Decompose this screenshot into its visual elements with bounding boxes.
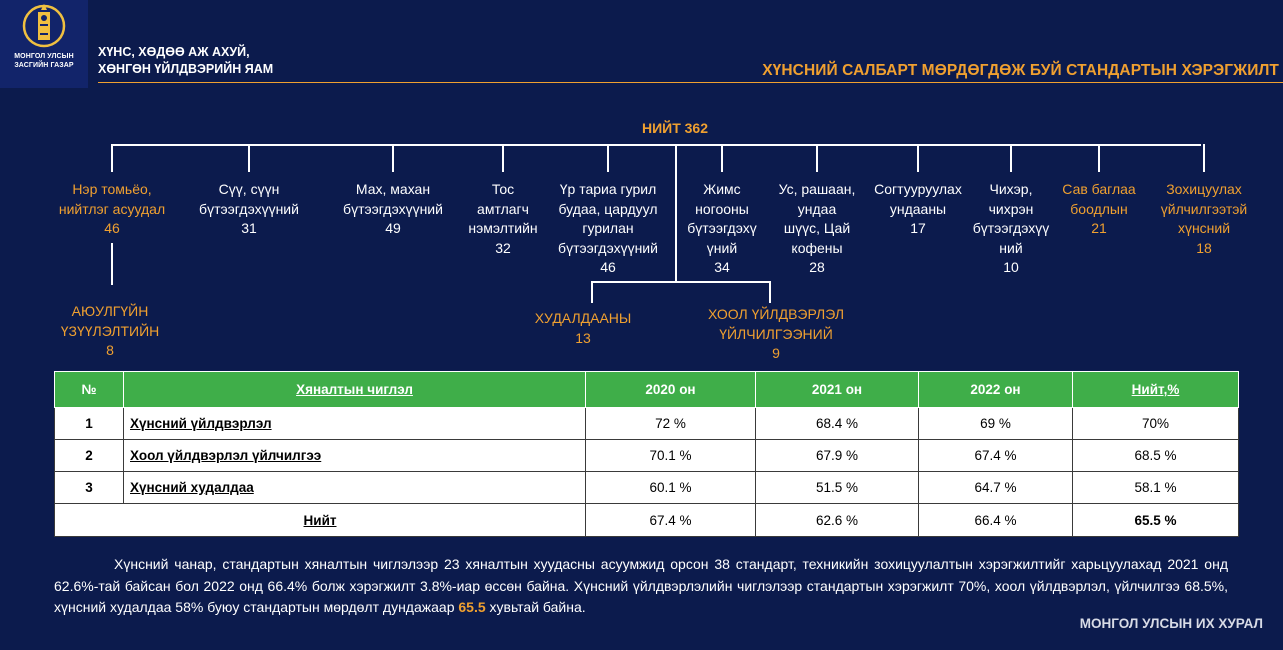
- category-label-line: ХУДАЛДААНЫ: [534, 310, 632, 326]
- slide-title: ХҮНСНИЙ САЛБАРТ МӨРДӨГДӨЖ БУЙ СТАНДАРТЫН ХЭРЭГЖИЛТ: [762, 62, 1279, 79]
- row-number: 2: [55, 440, 124, 472]
- cell-2020: 72 %: [586, 408, 756, 440]
- category-count: 28: [809, 259, 825, 275]
- category-label-line: ҮЙЛЧИЛГЭЭНИЙ: [719, 325, 833, 342]
- row-name: Хүнсний худалдаа: [124, 472, 586, 504]
- col-header-2021: 2021 он: [756, 372, 919, 408]
- category-label-line: ундааны: [889, 200, 947, 217]
- table-header-row: [55, 372, 1239, 408]
- cell-2020: 60.1 %: [586, 472, 756, 504]
- cell-total: 58.1 %: [1073, 472, 1239, 504]
- col-header-no: №: [55, 372, 124, 408]
- cell-2021: 51.5 %: [756, 472, 919, 504]
- tree-connector: [1098, 144, 1100, 172]
- tree-connector: [392, 144, 394, 172]
- category-label-line: Сав баглаа: [1062, 181, 1136, 197]
- category-label-line: бүтээгдэхүүний: [199, 200, 299, 217]
- table-row: [55, 440, 1239, 472]
- table-row: [55, 408, 1239, 440]
- cell-2021: 68.4 %: [756, 408, 919, 440]
- category-count: 8: [106, 342, 114, 358]
- summary-highlight: 65.5: [458, 599, 486, 615]
- category-label-line: шүүс, Цай: [783, 220, 851, 236]
- tree-connector: [675, 144, 677, 282]
- total-2022: 66.4 %: [919, 504, 1073, 537]
- tree-category-node: [1161, 180, 1247, 258]
- tree-connector: [816, 144, 818, 172]
- category-count: 18: [1196, 239, 1212, 256]
- category-label-line: Чихэр,: [989, 181, 1033, 197]
- tree-connector: [591, 281, 593, 303]
- category-count: 46: [600, 259, 616, 275]
- table-total-row: [55, 504, 1239, 537]
- row-name: Хоол үйлдвэрлэл үйлчилгээ: [124, 440, 586, 472]
- tree-category-node: [874, 180, 962, 239]
- category-label-line: Сүү, сүүн: [218, 181, 280, 197]
- tree-connector: [917, 144, 919, 172]
- tree-connector: [721, 144, 723, 172]
- row-number: 3: [55, 472, 124, 504]
- tree-category-node: [343, 180, 443, 239]
- tree-category-node: [687, 180, 757, 278]
- ministry-line-1: ХҮНС, ХӨДӨӨ АЖ АХУЙ,: [98, 45, 250, 59]
- category-count: 10: [1003, 259, 1019, 275]
- category-label-line: үйлчилгээтэй: [1160, 200, 1248, 217]
- total-standards: НИЙТ 362: [641, 120, 709, 136]
- row-name: Хүнсний үйлдвэрлэл: [124, 408, 586, 440]
- category-label-line: бүтээгдэхүүний: [558, 239, 658, 256]
- category-label-line: Жимс: [703, 181, 741, 197]
- cell-total: 70%: [1073, 408, 1239, 440]
- tree-sub-node-catering: [708, 305, 844, 364]
- col-header-total: Нийт,%: [1073, 372, 1239, 408]
- total-label: Нийт: [55, 504, 586, 537]
- category-count: 13: [575, 329, 591, 346]
- category-label-line: үний: [706, 239, 738, 256]
- category-label-line: нэмэлтийн: [468, 220, 538, 236]
- tree-connector: [112, 144, 1201, 146]
- tree-connector: [607, 144, 609, 172]
- tree-connector: [591, 281, 771, 283]
- category-label-line: амтлагч: [477, 200, 529, 217]
- category-label-line: кофены: [791, 239, 843, 256]
- category-count: 34: [714, 259, 730, 275]
- tree-connector: [111, 144, 113, 172]
- tree-category-node: [973, 180, 1050, 278]
- tree-category-node: [558, 180, 658, 278]
- category-label-line: Нэр томьёо,: [72, 181, 152, 197]
- summary-text: Хүнсний чанар, стандартын хяналтын чиглэлээр 23 хяналтын хуудасны асуумжид орсон 38 стандарт, техникийн зохицуулалтын хэрэгжилтийг харьцуулахад 2021 онд 62.6%-тай байсан бол 2022 онд 66.4% болж хэрэгжилт 3.8%-иар өссөн байна. Хүнсний үйлдвэрлэлийн чиглэлээр стандартын хэрэгжилт 70%, хоол үйлдвэрлэл, үйлчилгээ 68.5%, хүнсний худалдаа 58% буюу стандартын мөрдөлт дундажаар: [54, 556, 1228, 615]
- category-label-line: Ус, рашаан,: [778, 181, 856, 197]
- category-label-line: бүтээгдэхү: [687, 220, 757, 236]
- category-label-line: АЮУЛГҮЙН: [71, 303, 149, 319]
- ministry-line-2: ХӨНГӨН ҮЙЛДВЭРИЙН ЯАМ: [98, 62, 274, 76]
- total-2021: 62.6 %: [756, 504, 919, 537]
- category-label-line: Мах, махан: [355, 181, 431, 197]
- category-label-line: нийтлэг асуудал: [58, 200, 166, 217]
- total-2020: 67.4 %: [586, 504, 756, 537]
- cell-2022: 64.7 %: [919, 472, 1073, 504]
- category-label-line: бүтээгдэхүүний: [343, 200, 443, 217]
- logo-text: МОНГОЛ УЛСЫН ЗАСГИЙН ГАЗАР: [14, 53, 74, 69]
- col-header-2020: 2020 он: [586, 372, 756, 408]
- category-label-line: будаа, цардуул: [558, 200, 658, 217]
- tree-category-node: [779, 180, 856, 278]
- col-header-direction: Хяналтын чиглэл: [124, 372, 586, 408]
- cell-2020: 70.1 %: [586, 440, 756, 472]
- tree-connector: [111, 243, 113, 285]
- tree-sub-node-safety: [61, 302, 160, 361]
- cell-2022: 69 %: [919, 408, 1073, 440]
- col-header-2022: 2022 он: [919, 372, 1073, 408]
- tree-connector: [1203, 144, 1205, 172]
- summary-text-end: хувьтай байна.: [485, 599, 586, 615]
- summary-paragraph: [54, 554, 1228, 619]
- cell-2022: 67.4 %: [919, 440, 1073, 472]
- category-count: 32: [495, 239, 511, 256]
- table-row: [55, 472, 1239, 504]
- tree-category-node: [468, 180, 537, 258]
- footer-parliament: МОНГОЛ УЛСЫН ИХ ХУРАЛ: [1079, 616, 1263, 631]
- category-label-line: хүнсний: [1177, 220, 1231, 236]
- cell-total: 68.5 %: [1073, 440, 1239, 472]
- category-count: 49: [385, 220, 401, 236]
- category-count: 9: [772, 345, 780, 361]
- category-count: 17: [910, 220, 926, 236]
- tree-connector: [1010, 144, 1012, 172]
- category-label-line: ҮЗҮҮЛЭЛТИЙН: [60, 322, 160, 339]
- category-label-line: Тос: [491, 181, 515, 197]
- cell-2021: 67.9 %: [756, 440, 919, 472]
- tree-sub-node-trade: [535, 309, 632, 348]
- category-label-line: чихрэн: [988, 200, 1034, 217]
- tree-connector: [502, 144, 504, 172]
- category-count: 46: [104, 220, 120, 236]
- row-number: 1: [55, 408, 124, 440]
- category-label-line: ний: [999, 239, 1023, 256]
- category-label-line: Үр тариа гурил: [559, 181, 657, 197]
- tree-category-node: [59, 180, 165, 239]
- category-label-line: ногооны: [695, 200, 749, 217]
- total-overall: 65.5 %: [1073, 504, 1239, 537]
- tree-category-node: [199, 180, 299, 239]
- tree-connector: [248, 144, 250, 172]
- category-label-line: ундаа: [797, 200, 837, 217]
- tree-connector: [769, 281, 771, 303]
- category-label-line: боодлын: [1070, 200, 1128, 217]
- category-label-line: Согтууруулах: [874, 181, 962, 197]
- tree-category-node: [1062, 180, 1135, 239]
- category-count: 21: [1091, 220, 1107, 236]
- category-label-line: бүтээгдэхүү: [972, 220, 1050, 236]
- category-label-line: ХООЛ ҮЙЛДВЭРЛЭЛ: [707, 306, 845, 322]
- category-label-line: Зохицуулах: [1166, 181, 1242, 197]
- category-label-line: гурилан: [582, 220, 634, 236]
- compliance-table: [54, 371, 1239, 537]
- category-count: 31: [241, 220, 257, 236]
